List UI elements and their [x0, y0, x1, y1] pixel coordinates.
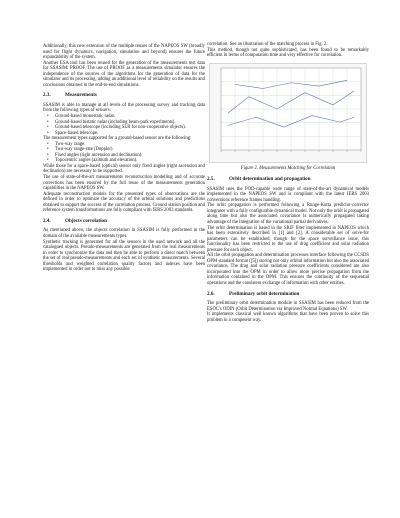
intro-paragraph-1: Additionally, this new extension of the multiple reuses of the NAPEOS SW (broadly used for flight dynamics, navigation, simulation and beyond) ensures the future expandability of the system.	[43, 44, 205, 61]
prelim-paragraph-1: The preliminary orbit determination module in SSASIM has been reduced from the ESOC's ODIN (Orbit Determination via Improved Normal Equations) SW.	[207, 301, 369, 312]
list-item: • Two-way range.	[55, 142, 205, 148]
measurement-type-list	[43, 142, 205, 164]
objects-paragraph-2: Synthetic tracking is generated for all the sensors in the used network and all the catalogued objects. Pseudo-measurements are generated from the real measurements in order to synchronize the data and then be able to perform a direct match between the set of real pseudo-measurements and each set of synthetic measurements. Several thresholds and weighted correlation quality factors and indexes have been implemented in order not to miss any possible	[43, 239, 205, 273]
measurements-paragraph-5: Adequate reconstruction models for the presented types of observations are the defined in order to optimize the accuracy of the orbital solutions and predictions obtained to support the success of the correlation process. Ground station position and reference system transformations are fully compliant with IERS 2003 standards.	[43, 191, 205, 214]
correlation-paragraph-1: correlation. See an illustration of the matching process in Fig. 2.	[207, 42, 328, 47]
section-number: 2.3.	[43, 92, 51, 99]
section-heading-preliminary-orbit	[207, 292, 369, 298]
intro-paragraph-2: Another ESA tool has been reused for the generation of the measurements test data for SSASIM: PROOF. The use of PROOF as a measurements simulator ensures the independence of the sources of the algorithms for the generation of data for the simulator and its processing, adding an additional level of reliability on the results and conclusions obtained in the end-to-end simulations.	[43, 60, 205, 88]
section-number: 2.5.	[207, 176, 215, 183]
objects-paragraph-1: As mentioned above, the objects correlation in SSASIM is fully performed in the domain of the available measurements types.	[43, 228, 205, 239]
list-item: • Space-based telescope.	[55, 131, 205, 137]
orbit-paragraph-4: All the orbit propagation and determination processes interface following the CCSDS OPM standard format ([5]) storing not only orbital information but also the associated covariance. The drag and solar radiation pressure coefficients considered are also incorporated into the OPM in order to allow more precise propagation from the information contained in the OPM. This ensures the continuity of the sequential operations and the consistent exchange of information with other entities.	[207, 253, 369, 287]
list-item: • Fixed angles (right ascension and declination).	[55, 153, 205, 159]
section-title: Orbit determination and propagation	[229, 176, 311, 183]
section-heading-orbit-determination	[207, 177, 369, 183]
orbit-paragraph-3: The orbit determination is based in the SRIF filter implemented in NAPEOS which has been extensively described in [1] and [2]. A considerable set of solve-for parameters can be established, though for the space surveillance issue, this functionality has been restricted to the use of drag coefficient and solar radiation pressure for each object.	[207, 225, 369, 253]
section-number: 2.4.	[43, 217, 51, 224]
left-column	[43, 44, 205, 273]
orbit-paragraph-1: SSASIM uses the POD-capable wide range of state-of-the-art dynamical models implemented in the NAPEOS SW and is compliant with the latest IERS 2003 conventions reference frames handling.	[207, 186, 369, 203]
list-item: • Ground-based monostatic radar.	[55, 114, 205, 120]
section-number: 2.6.	[207, 290, 215, 297]
measurements-paragraph-1: SSASIM is able to manage at all levels of the processing survey and tracking data from the following types of sensors:	[43, 102, 205, 114]
measurements-paragraph-3: While those for a space-based (optical) sensor only fixed angles (right ascension and declination) are necessary to be supported.	[43, 163, 205, 175]
measurements-paragraph-2: The measurement types supported for a ground-based sensor are the following:	[43, 136, 192, 142]
section-heading-measurements	[43, 93, 205, 99]
list-item: • Topocentric angles (azimuth and elevation).	[55, 158, 205, 164]
list-item: • Ground-based telescope (including SLR for non-cooperative objects).	[55, 125, 205, 131]
measurements-paragraph-4: The use of state-of-the-art measurements reconstruction modelling and of accurate corrections has been ensured by the full reuse of the measurements generation capabilities in the NAPEOS SW.	[43, 175, 205, 192]
figure-2	[207, 63, 369, 163]
matching-plot-image	[209, 63, 367, 163]
orbit-paragraph-2: The orbit propagation is performed following a Runge-Kutta predictor-corrector integrator with a fully configurable dynamical model. Not only the orbit is propagated along time but also the associated covariance is numerically propagated taking advantage of the integration of the variational partial derivatives.	[207, 203, 369, 226]
prelim-paragraph-2: It implements classical well known algorithms that have been proven to solve this problem in a competent way.	[207, 312, 369, 323]
sensor-list	[43, 114, 205, 136]
figure-caption: Figure 2. Measurements Matching for Correlation	[240, 165, 336, 171]
section-title: Preliminary orbit determination	[229, 290, 300, 297]
section-heading-objects-correlation	[43, 219, 205, 225]
section-title: Measurements	[65, 92, 97, 99]
correlation-paragraph-2: This method, though not quite sophisticated, has been found to be remarkably efficient in terms of computation time and very effective for correlation.	[207, 47, 369, 59]
list-item: • Two-way range-rate (Doppler).	[55, 147, 205, 153]
section-title: Objects correlation	[65, 217, 107, 224]
right-column	[207, 42, 369, 323]
list-item: • Ground-based bistatic radar (including beam-park experiments).	[55, 120, 205, 126]
